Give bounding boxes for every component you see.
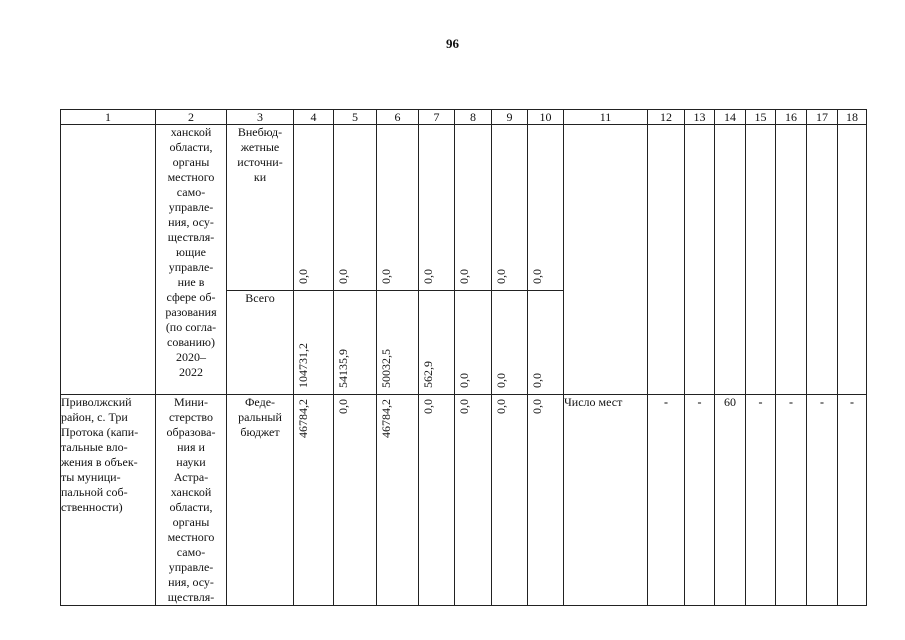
value-text: 0,0 — [336, 399, 350, 414]
value-cell — [377, 291, 419, 395]
value-text: 0,0 — [296, 269, 310, 284]
value-cell — [334, 395, 377, 606]
object-name-cell: Приволжский район, с. Три Протока (капи- тальные вло- жения в объек- ты муници- пальной соб- ственности) — [61, 395, 156, 606]
funding-source-cell: Внебюд- жетные источни- ки — [227, 125, 294, 291]
col-header: 1 — [61, 110, 156, 125]
col-header: 6 — [377, 110, 419, 125]
value-text: 50032,5 — [379, 349, 393, 388]
table-row — [61, 125, 867, 291]
empty-cell — [746, 125, 776, 395]
empty-cell — [838, 125, 867, 395]
value-cell — [492, 125, 528, 291]
indicator-value: - — [648, 395, 685, 606]
indicator-value: - — [685, 395, 715, 606]
value-cell — [528, 125, 564, 291]
value-cell — [528, 395, 564, 606]
col-header: 14 — [715, 110, 746, 125]
value-text: 104731,2 — [296, 343, 310, 388]
value-text: 0,0 — [457, 269, 471, 284]
value-cell — [294, 291, 334, 395]
indicator-value: - — [776, 395, 807, 606]
value-cell — [377, 125, 419, 291]
indicator-value: - — [838, 395, 867, 606]
funding-source-cell: Всего — [227, 291, 294, 395]
col-header: 10 — [528, 110, 564, 125]
col-header: 11 — [564, 110, 648, 125]
value-cell — [294, 125, 334, 291]
col-header: 7 — [419, 110, 455, 125]
col-header: 8 — [455, 110, 492, 125]
empty-cell — [685, 125, 715, 395]
value-text: 0,0 — [421, 399, 435, 414]
value-text: 46784,2 — [296, 399, 310, 438]
value-cell — [334, 291, 377, 395]
page-number: 96 — [446, 36, 459, 51]
indicator-value: - — [746, 395, 776, 606]
value-cell — [419, 125, 455, 291]
column-number-row — [61, 110, 867, 125]
value-text: 0,0 — [494, 399, 508, 414]
col-header: 3 — [227, 110, 294, 125]
col-header: 9 — [492, 110, 528, 125]
empty-cell — [807, 125, 838, 395]
col-header: 12 — [648, 110, 685, 125]
value-cell — [455, 395, 492, 606]
value-text: 46784,2 — [379, 399, 393, 438]
indicator-cell: Число мест — [564, 395, 648, 606]
value-text: 562,9 — [421, 361, 435, 388]
value-cell — [455, 291, 492, 395]
value-cell — [528, 291, 564, 395]
col-header: 18 — [838, 110, 867, 125]
value-cell — [334, 125, 377, 291]
empty-cell — [715, 125, 746, 395]
value-cell — [492, 395, 528, 606]
funding-source-cell: Феде- ральный бюджет — [227, 395, 294, 606]
value-text: 0,0 — [421, 269, 435, 284]
value-text: 0,0 — [494, 269, 508, 284]
indicator-value: - — [807, 395, 838, 606]
value-text: 0,0 — [457, 399, 471, 414]
value-cell — [419, 291, 455, 395]
value-cell — [492, 291, 528, 395]
col-header: 4 — [294, 110, 334, 125]
table-row — [61, 395, 867, 606]
value-text: 0,0 — [457, 373, 471, 388]
col-header: 13 — [685, 110, 715, 125]
indicator-value: 60 — [715, 395, 746, 606]
value-text: 0,0 — [530, 399, 544, 414]
value-text: 0,0 — [336, 269, 350, 284]
value-cell — [294, 395, 334, 606]
empty-cell — [648, 125, 685, 395]
empty-cell — [776, 125, 807, 395]
program-table — [60, 109, 867, 606]
col1-empty-cell — [61, 125, 156, 395]
executor-cell: ханской области, органы местного само- управле- ния, осу- ществля- ющие управле- ние в сфере об- разования (по согла- сованию) 2020– 2022 — [156, 125, 227, 395]
col-header: 5 — [334, 110, 377, 125]
value-cell — [377, 395, 419, 606]
col-header: 2 — [156, 110, 227, 125]
value-text: 0,0 — [530, 269, 544, 284]
col-header: 17 — [807, 110, 838, 125]
value-text: 54135,9 — [336, 349, 350, 388]
value-cell — [419, 395, 455, 606]
col-header: 15 — [746, 110, 776, 125]
value-text: 0,0 — [530, 373, 544, 388]
indicator-empty-cell — [564, 125, 648, 395]
value-cell — [455, 125, 492, 291]
executor-cell: Мини- стерство образова- ния и науки Астра- ханской области, органы местного само- управле- ния, осу- ществля- — [156, 395, 227, 606]
value-text: 0,0 — [379, 269, 393, 284]
value-text: 0,0 — [494, 373, 508, 388]
col-header: 16 — [776, 110, 807, 125]
